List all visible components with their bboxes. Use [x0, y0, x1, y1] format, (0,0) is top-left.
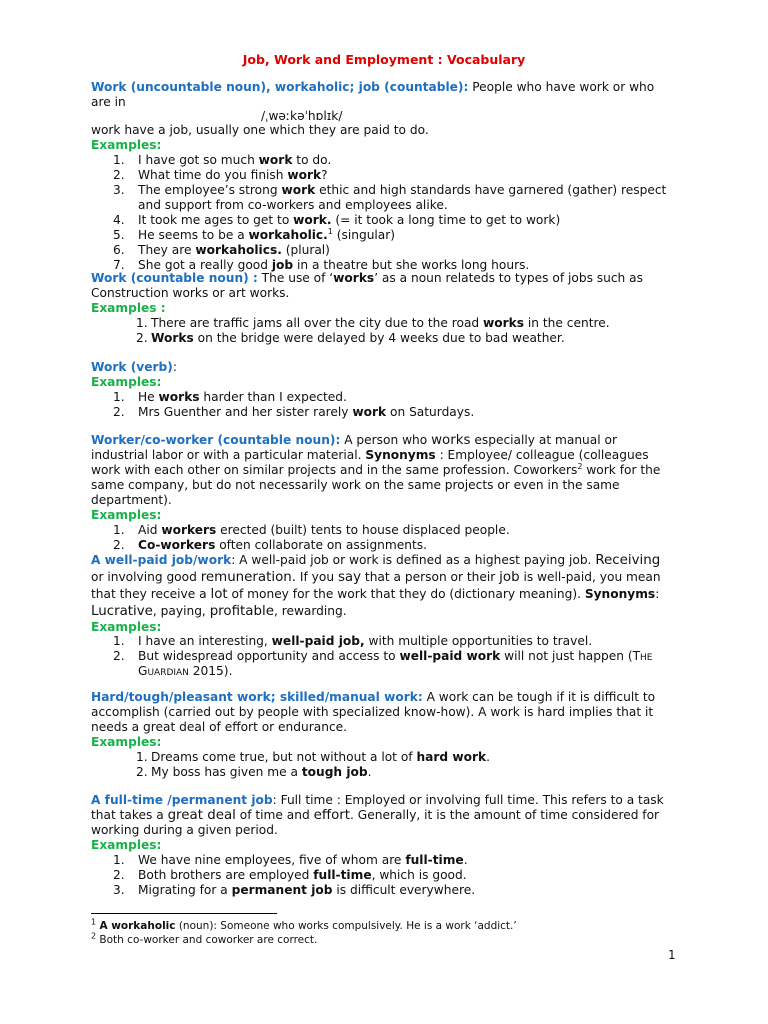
- definition-text: work have a job, usually one which they are paid to do.: [91, 123, 429, 137]
- examples-list: [91, 153, 676, 273]
- list-item: 1. He works harder than I expected.: [113, 390, 347, 404]
- examples-label: Examples:: [91, 838, 162, 852]
- list-item: 1. I have got so much work to do.: [113, 153, 332, 167]
- examples-label: Examples:: [91, 138, 162, 152]
- section-heading: Worker/co-worker (countable noun):: [91, 433, 341, 447]
- list-item: 1. Aid workers erected (built) tents to house displaced people.: [113, 523, 510, 537]
- footnote-2: $^2$ Both co-worker and coworker are correct.: [91, 931, 318, 946]
- section-worker: [91, 433, 676, 553]
- definition-text: A well-paid job/work: A well-paid job or work is defined as a highest paying job. Receiving or involving good remuneration. If you say that a person or their job is well-paid, you mean that they receive a lot of money for the work that they do (dictionary meaning). Synonyms: Lucrative, paying, profitable, rewarding.: [91, 553, 661, 619]
- definition-text: Hard/tough/pleasant work; skilled/manual work: A work can be tough if it is difficult to accomplish (carried out by people with specialized know-how). A work is hard implies that it needs a great deal of effort or endurance.: [91, 690, 656, 734]
- section-heading: Work (verb): [91, 360, 173, 374]
- list-item: 2. But widespread opportunity and access to well-paid work will not just happen (The Guardian 2015).: [113, 649, 653, 678]
- list-item: 5. He seems to be a workaholic.$^1$ (singular): [113, 226, 396, 242]
- examples-label: Examples:: [91, 735, 162, 749]
- list-item: 1. Dreams come true, but not without a lot of hard work.: [136, 750, 490, 764]
- section-hard-work: [91, 690, 676, 780]
- examples-label: Examples:: [91, 508, 162, 522]
- footnote-divider: [91, 913, 277, 914]
- list-item: 2. Works on the bridge were delayed by 4 weeks due to bad weather.: [136, 331, 565, 345]
- definition-text: Worker/co-worker (countable noun): A person who works especially at manual or industrial labor or with a particular material. Synonyms : Employee/ colleague (colleagues work with each other on similar projects and in the same profession. Coworkers$^2$ work for the same company, but do not necessarily work on the same projects or even in the same department).: [91, 433, 661, 507]
- section-full-time: [91, 793, 676, 898]
- examples-list: [91, 390, 676, 420]
- list-item: 6. They are workaholics. (plural): [113, 243, 330, 257]
- examples-label: Examples:: [91, 375, 162, 389]
- list-item: 2. Both brothers are employed full-time, which is good.: [113, 868, 467, 882]
- footnote-ref[interactable]: 1: [327, 226, 333, 236]
- examples-label: Examples:: [91, 620, 162, 634]
- list-item: 1. I have an interesting, well-paid job, with multiple opportunities to travel.: [113, 634, 593, 648]
- section-heading: Work (countable noun) :: [91, 271, 258, 285]
- examples-list: [91, 523, 676, 553]
- list-item: 2. My boss has given me a tough job.: [136, 765, 372, 779]
- examples-list: [91, 634, 676, 679]
- list-item: 2. Mrs Guenther and her sister rarely work on Saturdays.: [113, 405, 475, 419]
- section-work-verb: Work (verb): Examples: 1. He works harder than I expected. 2. Mrs Guenther and her sister rarely work on Saturdays.: [91, 360, 676, 420]
- examples-list: [91, 750, 676, 780]
- section-heading: Work (uncountable noun), workaholic; job (countable):: [91, 80, 469, 94]
- section-work-uncountable: [91, 80, 676, 273]
- pronunciation: /ˌwəːkəˈhɒlɪk/: [261, 109, 343, 123]
- section-work-countable: [91, 271, 676, 346]
- list-item: 4. It took me ages to get to work. (= it took a long time to get to work): [113, 213, 561, 227]
- definition-text: A full-time /permanent job: Full time : Employed or involving full time. This refers to a task that takes a great deal of time and effort. Generally, it is the amount of time considered for working during a given period.: [91, 793, 664, 837]
- list-item: 3. Migrating for a permanent job is difficult everywhere.: [113, 883, 476, 897]
- definition-text: People who have work or who are in: [91, 80, 655, 109]
- footnote-ref[interactable]: 2: [577, 461, 583, 471]
- list-item: 3. The employee’s strong work ethic and high standards have garnered (gather) respect and support from co-workers and employees alike.: [113, 183, 667, 212]
- list-item: 1. We have nine employees, five of whom are full-time.: [113, 853, 468, 867]
- section-heading: A full-time /permanent job: [91, 793, 273, 807]
- examples-label: Examples :: [91, 301, 166, 315]
- list-item: 2. What time do you finish work?: [113, 168, 328, 182]
- page-number: 1: [668, 948, 676, 962]
- page-title: Job, Work and Employment : Vocabulary: [242, 52, 526, 67]
- section-heading: Hard/tough/pleasant work; skilled/manual work:: [91, 690, 423, 704]
- list-item: 7. She got a really good job in a theatre but she works long hours.: [113, 258, 530, 272]
- section-heading: A well-paid job/work: [91, 553, 232, 567]
- examples-list: [91, 316, 676, 346]
- list-item: 2. Co-workers often collaborate on assignments.: [113, 538, 427, 552]
- definition-text: Work (countable noun) : The use of ‘works’ as a noun relateds to types of jobs such as Construction works or art works.: [91, 271, 643, 300]
- footnote-1: $^1$ A workaholic (noun): Someone who works compulsively. He is a work ‘addict.’: [91, 917, 517, 932]
- definition-line: [91, 80, 676, 110]
- list-item: 1. There are traffic jams all over the city due to the road works in the centre.: [136, 316, 610, 330]
- citation: The Guardian: [138, 649, 653, 678]
- examples-list: [91, 853, 676, 898]
- section-well-paid: [91, 552, 676, 679]
